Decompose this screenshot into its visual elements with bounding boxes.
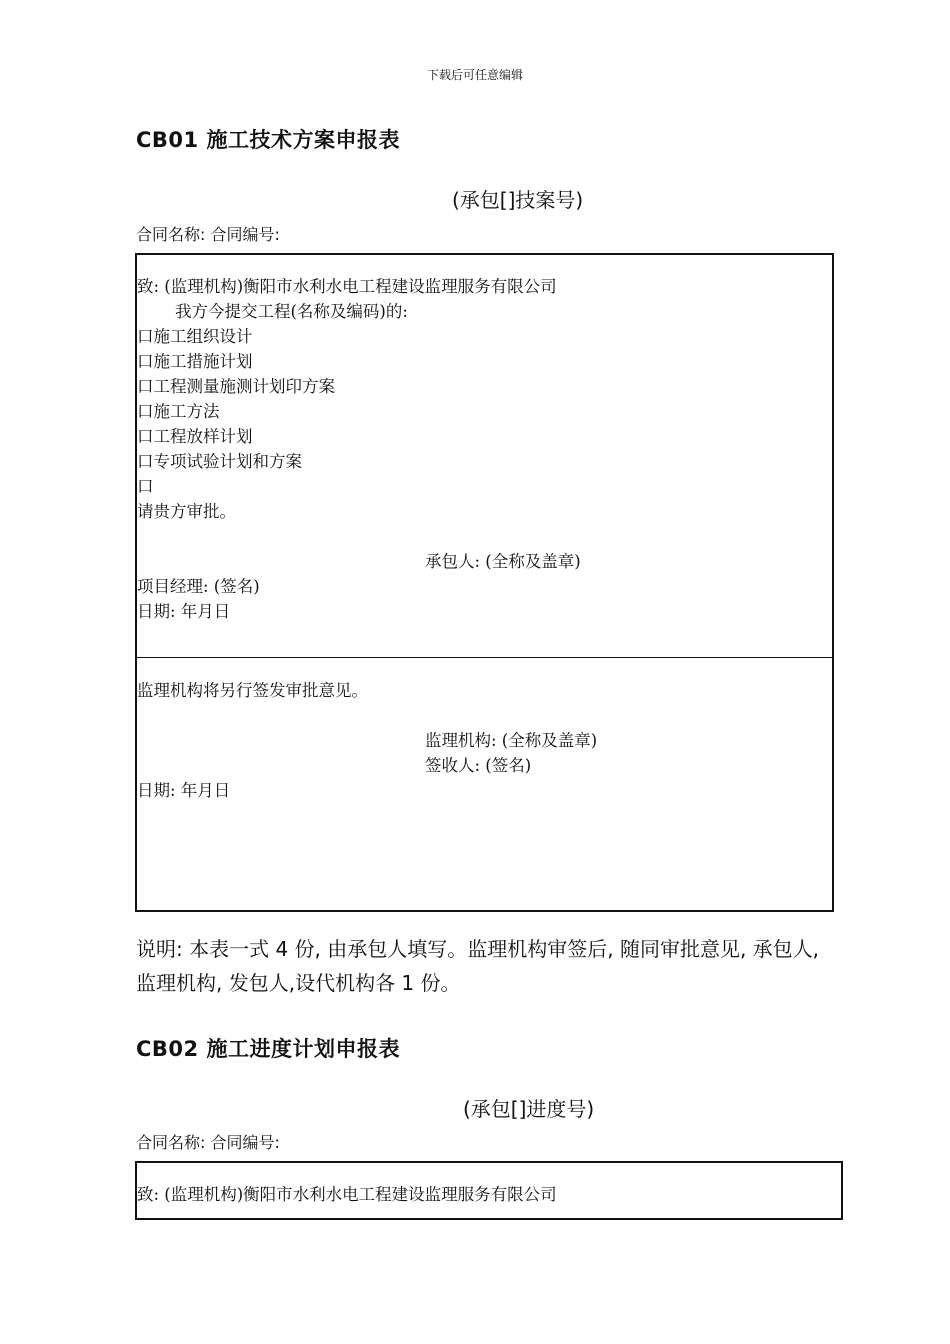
- cb01-section-divider: [137, 657, 832, 658]
- cb01-title: CB01 施工技术方案申报表: [136, 128, 400, 152]
- cb01-form-box: [135, 253, 834, 912]
- cb01-pm-line: 项目经理: (签名): [137, 577, 260, 596]
- cb01-item: 口专项试验计划和方案: [137, 452, 302, 471]
- cb01-contract-line: 合同名称: 合同编号:: [136, 225, 280, 244]
- cb01-supervisor-note: 监理机构将另行签发审批意见。: [137, 681, 368, 700]
- cb02-title: CB02 施工进度计划申报表: [136, 1037, 400, 1061]
- cb01-receiver-line: 签收人: (签名): [425, 756, 532, 775]
- cb01-item: 口施工方法: [137, 402, 220, 421]
- cb01-item: 口: [137, 477, 154, 496]
- cb01-item: 口施工组织设计: [137, 327, 253, 346]
- cb01-item: 口工程测量施测计划印方案: [137, 377, 335, 396]
- cb02-to-line: 致: (监理机构)衡阳市水利水电工程建设监理服务有限公司: [137, 1185, 557, 1204]
- cb02-contract-line: 合同名称: 合同编号:: [136, 1133, 280, 1152]
- cb01-date-line: 日期: 年月日: [137, 602, 231, 621]
- cb01-footnote: 说明: 本表一式 4 份, 由承包人填写。监理机构审签后, 随同审批意见, 承包人, 监理机构, 发包人,设代机构各 1 份。: [136, 937, 820, 995]
- page-header-note: 下载后可任意编辑: [426, 68, 523, 82]
- cb01-request-line: 请贵方审批。: [137, 502, 236, 521]
- cb01-supervisor-line: 监理机构: (全称及盖章): [425, 731, 598, 750]
- cb01-item: 口施工措施计划: [137, 352, 253, 371]
- cb02-form-box: [135, 1161, 843, 1220]
- cb01-item: 口工程放样计划: [137, 427, 253, 446]
- cb01-doc-number: (承包[]技案号): [452, 188, 584, 212]
- cb01-contractor-line: 承包人: (全称及盖章): [425, 552, 581, 571]
- cb01-to-line: 致: (监理机构)衡阳市水利水电工程建设监理服务有限公司: [137, 277, 557, 296]
- cb02-doc-number: (承包[]进度号): [463, 1097, 595, 1121]
- cb01-submit-line: 我方今提交工程(名称及编码)的:: [175, 302, 408, 321]
- cb01-date-line: 日期: 年月日: [137, 781, 231, 800]
